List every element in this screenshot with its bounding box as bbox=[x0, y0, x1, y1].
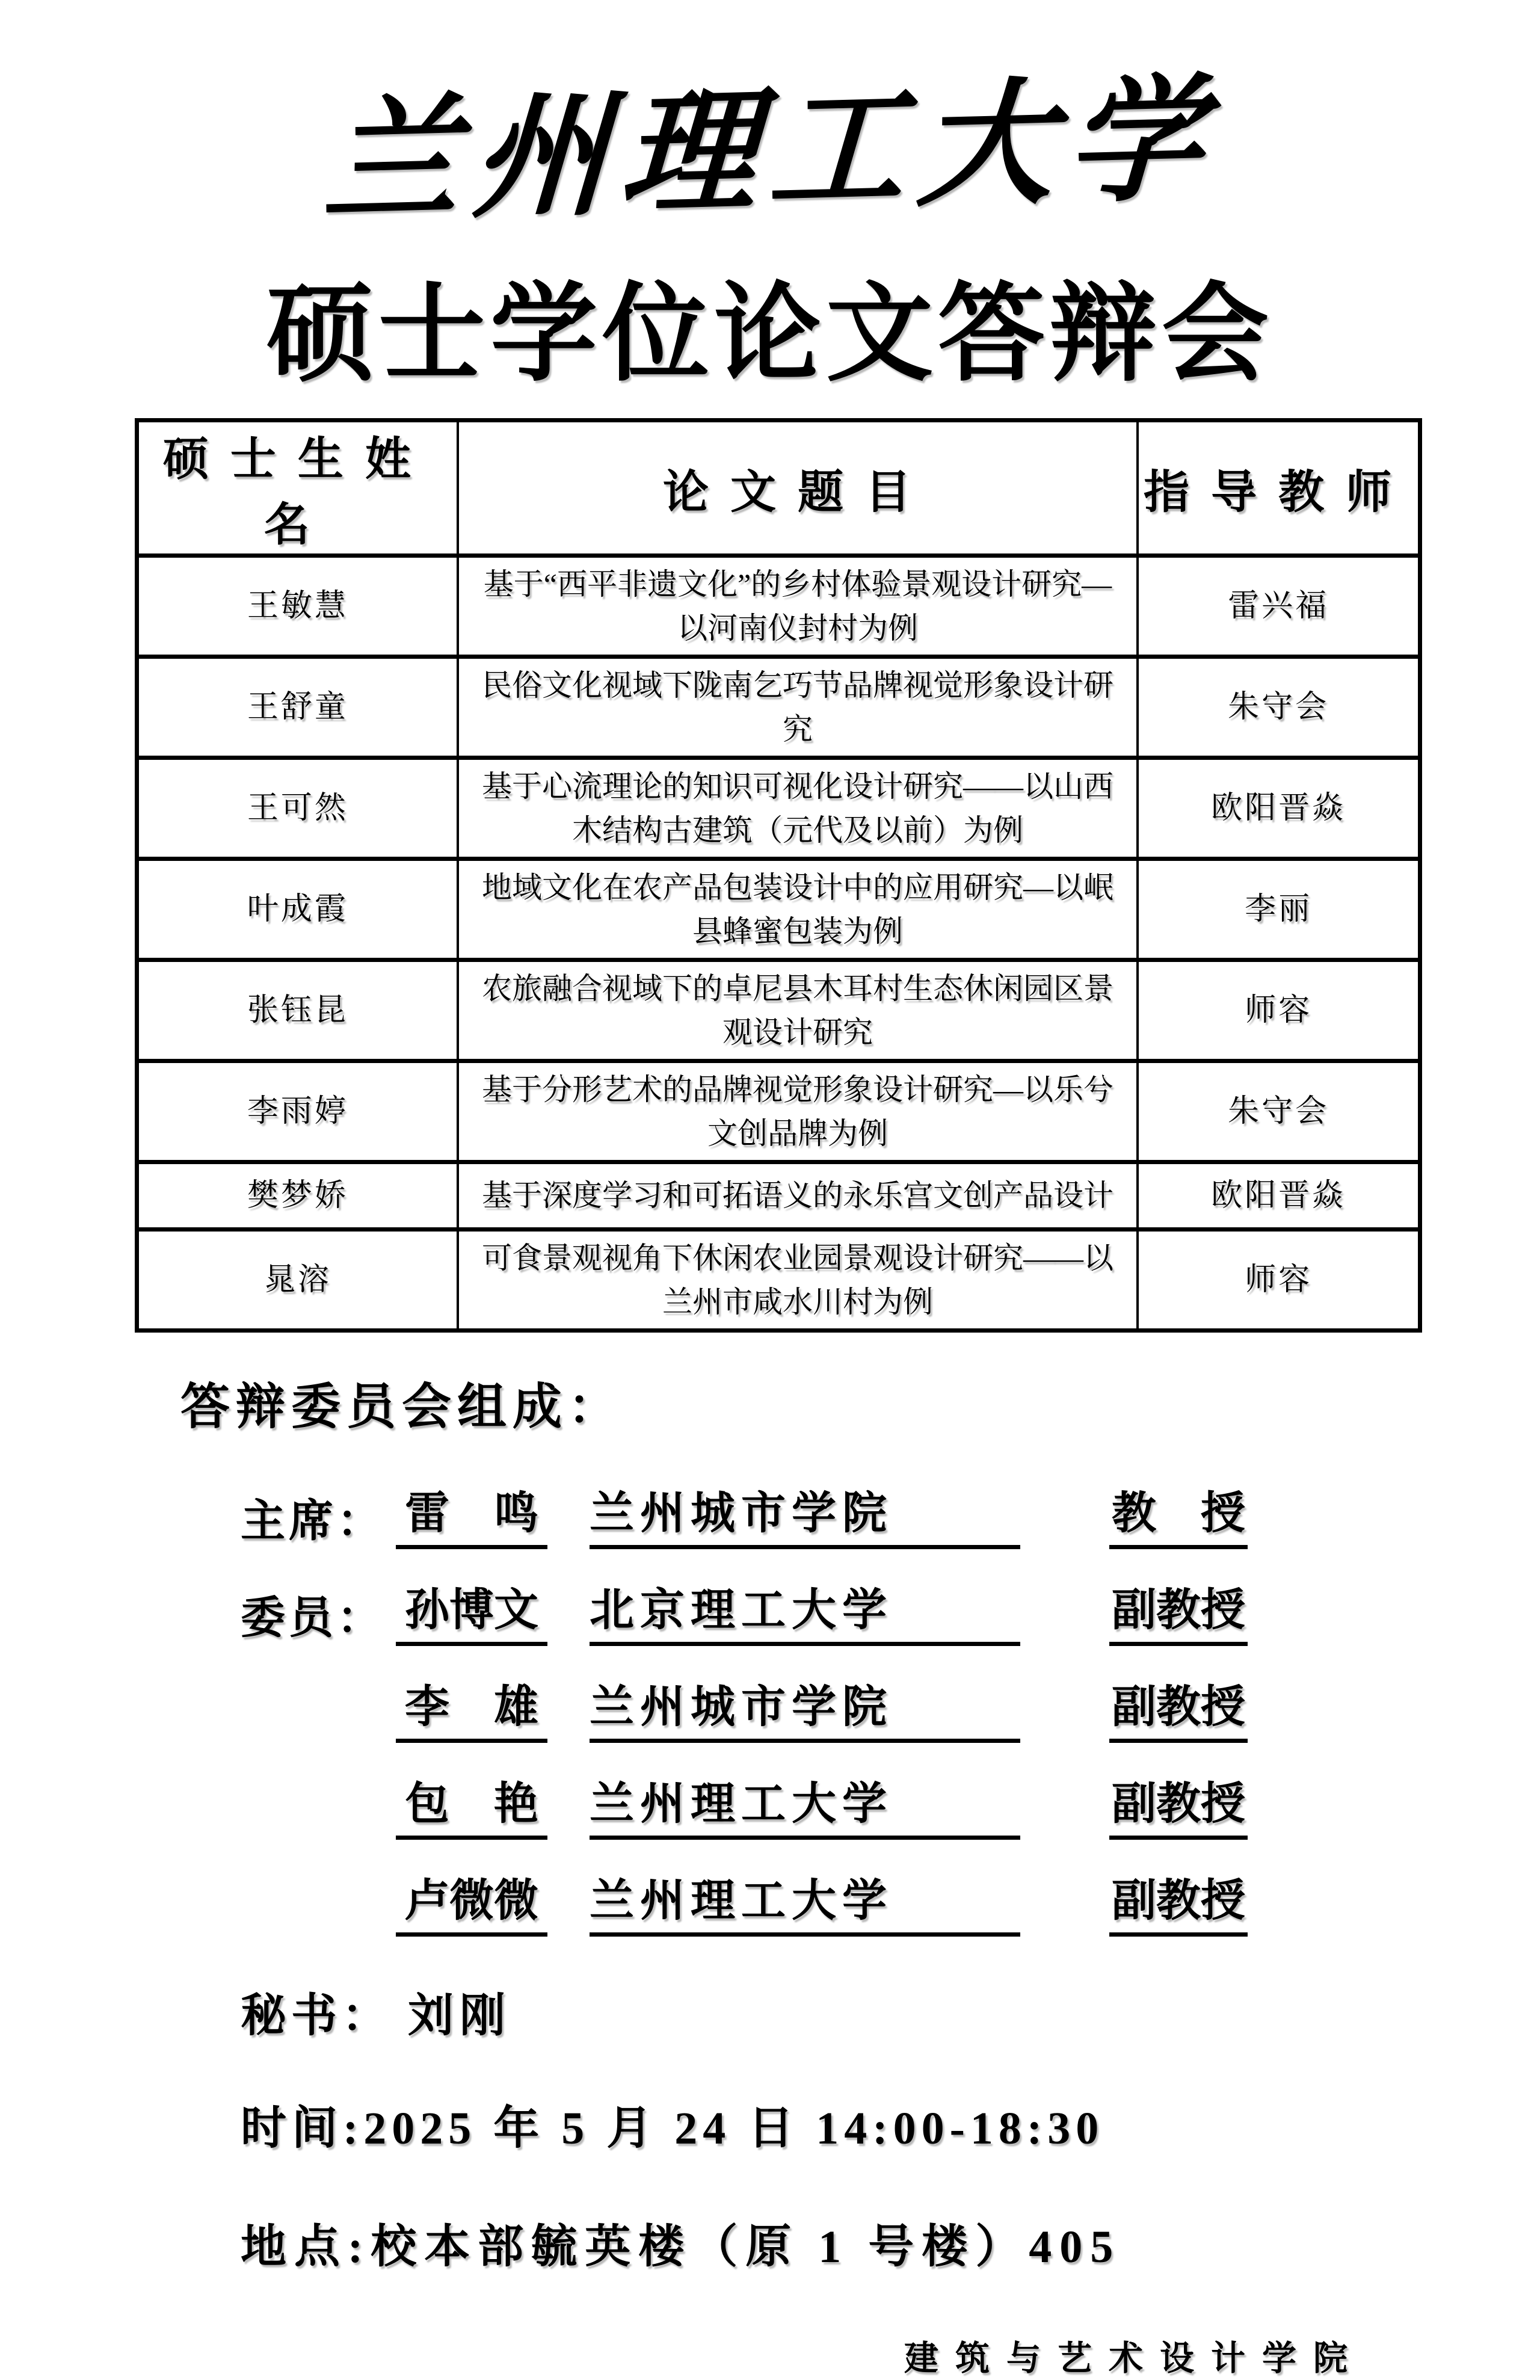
committee-heading: 答辩委员会组成： bbox=[180, 1380, 624, 1434]
time-line: 时间:2025 年 5 月 24 日 14:00-18:30 bbox=[241, 2103, 1104, 2154]
page-title: 硕士学位论文答辩会 bbox=[266, 275, 1274, 394]
committee-member-row bbox=[241, 1768, 1540, 1840]
table-header-row bbox=[137, 421, 1420, 556]
committee-role-label: 委员： bbox=[241, 1594, 385, 1643]
advisor-cell: 师容 bbox=[1138, 1230, 1420, 1331]
committee-member-institution: 兰州城市学院 bbox=[590, 1478, 1020, 1549]
table-row bbox=[137, 556, 1420, 657]
university-logo: 兰州理工大学 bbox=[320, 59, 1219, 242]
thesis-title-cell: 基于深度学习和可拓语义的永乐宫文创产品设计 bbox=[458, 1162, 1138, 1230]
department-signature: 建筑与艺术设计学院 bbox=[904, 2340, 1364, 2378]
advisor-cell: 师容 bbox=[1138, 960, 1420, 1061]
committee-member-row bbox=[241, 1478, 1540, 1549]
student-name-cell: 王舒童 bbox=[137, 657, 458, 758]
table-header-advisor: 指导教师 bbox=[1138, 421, 1420, 556]
committee-member-row bbox=[241, 1671, 1540, 1743]
advisor-cell: 李丽 bbox=[1138, 859, 1420, 960]
committee-member-name: 李 雄 bbox=[396, 1671, 547, 1743]
table-row bbox=[137, 1230, 1420, 1331]
secretary-label: 秘书： bbox=[241, 1991, 392, 2041]
table-row bbox=[137, 960, 1420, 1061]
committee-member-institution: 北京理工大学 bbox=[590, 1574, 1020, 1646]
student-name-cell: 樊梦娇 bbox=[137, 1162, 458, 1230]
student-name-cell: 张钰昆 bbox=[137, 960, 458, 1061]
advisor-cell: 雷兴福 bbox=[1138, 556, 1420, 657]
table-row bbox=[137, 657, 1420, 758]
student-name-cell: 叶成霞 bbox=[137, 859, 458, 960]
secretary-line bbox=[241, 1979, 1540, 2044]
table-row bbox=[137, 859, 1420, 960]
committee-member-title: 副教授 bbox=[1109, 1865, 1248, 1937]
defense-announcement-page bbox=[0, 42, 1540, 2378]
student-name-cell: 晁溶 bbox=[137, 1230, 458, 1331]
advisor-cell: 朱守会 bbox=[1138, 1061, 1420, 1162]
committee-member-institution: 兰州城市学院 bbox=[590, 1671, 1020, 1743]
student-name-cell: 李雨婷 bbox=[137, 1061, 458, 1162]
committee-member-title: 副教授 bbox=[1109, 1768, 1248, 1840]
thesis-title-cell: 民俗文化视域下陇南乞巧节品牌视觉形象设计研究 bbox=[458, 657, 1138, 758]
table-header-student-name: 硕士生姓名 bbox=[137, 421, 458, 556]
table-header-thesis-title: 论文题目 bbox=[458, 421, 1138, 556]
thesis-title-cell: 基于“西平非遗文化”的乡村体验景观设计研究—以河南仪封村为例 bbox=[458, 556, 1138, 657]
thesis-table bbox=[135, 418, 1422, 1333]
student-name-cell: 王敏慧 bbox=[137, 556, 458, 657]
advisor-cell: 朱守会 bbox=[1138, 657, 1420, 758]
committee-member-title: 副教授 bbox=[1109, 1574, 1248, 1646]
thesis-title-cell: 基于分形艺术的品牌视觉形象设计研究—以乐兮文创品牌为例 bbox=[458, 1061, 1138, 1162]
advisor-cell: 欧阳晋焱 bbox=[1138, 1162, 1420, 1230]
committee-member-institution: 兰州理工大学 bbox=[590, 1865, 1020, 1937]
committee-member-name: 雷 鸣 bbox=[396, 1478, 547, 1549]
committee-member-row bbox=[241, 1574, 1540, 1646]
table-row bbox=[137, 1061, 1420, 1162]
student-name-cell: 王可然 bbox=[137, 758, 458, 859]
committee-member-name: 包 艳 bbox=[396, 1768, 547, 1840]
secretary-name: 刘刚 bbox=[408, 1991, 511, 2041]
table-row bbox=[137, 758, 1420, 859]
advisor-cell: 欧阳晋焱 bbox=[1138, 758, 1420, 859]
committee-member-institution: 兰州理工大学 bbox=[590, 1768, 1020, 1840]
table-body bbox=[137, 556, 1420, 1331]
venue-line: 地点:校本部毓英楼（原 1 号楼）405 bbox=[241, 2222, 1121, 2272]
thesis-title-cell: 地域文化在农产品包装设计中的应用研究—以岷县蜂蜜包装为例 bbox=[458, 859, 1138, 960]
committee-member-title: 副教授 bbox=[1109, 1671, 1248, 1743]
thesis-title-cell: 基于心流理论的知识可视化设计研究——以山西木结构古建筑（元代及以前）为例 bbox=[458, 758, 1138, 859]
committee-member-name: 孙博文 bbox=[396, 1574, 547, 1646]
committee-member-row bbox=[241, 1865, 1540, 1937]
table-row bbox=[137, 1162, 1420, 1230]
committee-role-label: 主席： bbox=[241, 1497, 385, 1546]
committee-list bbox=[241, 1478, 1540, 1937]
thesis-title-cell: 可食景观视角下休闲农业园景观设计研究——以兰州市咸水川村为例 bbox=[458, 1230, 1138, 1331]
committee-member-title: 教 授 bbox=[1109, 1478, 1248, 1549]
thesis-title-cell: 农旅融合视域下的卓尼县木耳村生态休闲园区景观设计研究 bbox=[458, 960, 1138, 1061]
committee-member-name: 卢微微 bbox=[396, 1865, 547, 1937]
